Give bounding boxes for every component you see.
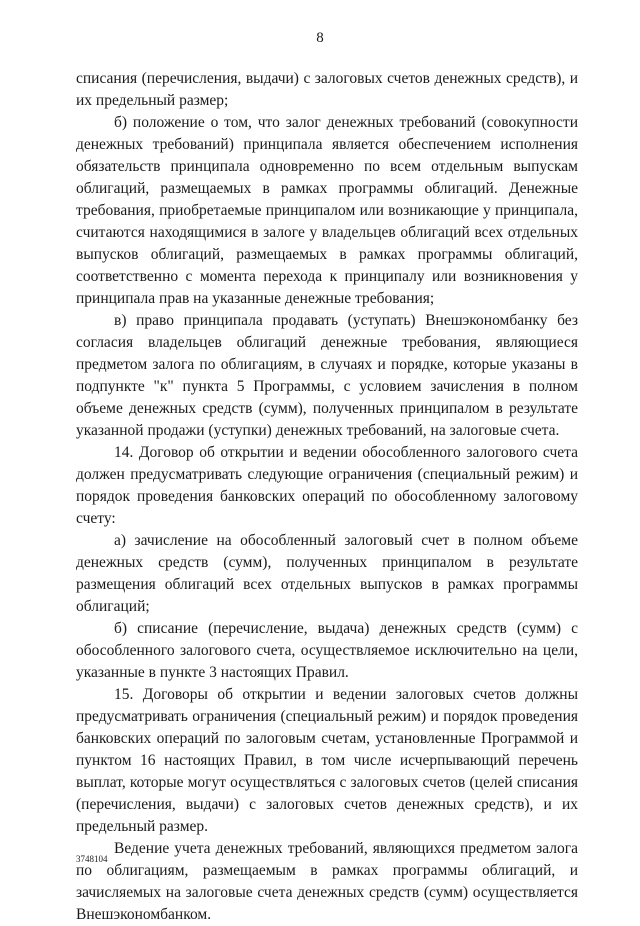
paragraph-clause-15: 15. Договоры об открытии и ведении залоговых счетов должны предусматривать ограничения (специальный режим) и порядок проведения банковских операций по залоговым счетам, установленные Программой и пунктом 16 настоящих Правил, в том числе исчерпывающий перечень выплат, которые могут осуществляться с залоговых счетов (целей списания (перечисления, выдачи) с залоговых счетов денежных средств), и их предельный размер. xyxy=(76,686,578,835)
paragraph-item-a: а) зачисление на обособленный залоговый счет в полном объеме денежных средств (сумм), полученных принципалом в результате размещения облигаций всех отдельных выпусков в рамках программы облигаций; xyxy=(76,532,578,615)
document-body xyxy=(76,68,578,926)
paragraph-accounting: Ведение учета денежных требований, являющихся предметом залога по облигациям, размещаемым в рамках программы облигаций, и зачисляемых на залоговые счета денежных средств (сумм) осуществляется Внешэкономбанком. xyxy=(76,840,578,923)
paragraph-continuation: списания (перечисления, выдачи) с залоговых счетов денежных средств), и их предельный размер; xyxy=(76,70,578,109)
paragraph-item-v: в) право принципала продавать (уступать) Внешэкономбанку без согласия владельцев облигаций денежные требования, являющиеся предметом залога по облигациям, в случаях и порядке, которые указаны в подпункте "к" пункта 5 Программы, с условием зачисления в полном объеме денежных средств (сумм), полученных принципалом в результате указанной продажи (уступки) денежных требований, на залоговые счета. xyxy=(76,312,578,439)
paragraph-item-b: б) положение о том, что залог денежных требований (совокупности денежных требований) принципала является обеспечением исполнения обязательств принципала одновременно по всем отдельным выпускам облигаций, размещаемых в рамках программы облигаций. Денежные требования, приобретаемые принципалом или возникающие у принципала, считаются находящимися в залоге у владельцев облигаций всех отдельных выпусков облигаций, размещаемых в рамках программы облигаций, соответственно с момента перехода к принципалу или возникновения у принципала прав на указанные денежные требования; xyxy=(76,114,578,307)
page-number: 8 xyxy=(316,30,324,46)
paragraph-item-b-2: б) списание (перечисление, выдача) денежных средств (сумм) с обособленного залогового счета, осуществляемое исключительно на цели, указанные в пункте 3 настоящих Правил. xyxy=(76,620,578,681)
footer-document-code: 3748104 xyxy=(76,854,108,864)
paragraph-clause-14: 14. Договор об открытии и ведении обособленного залогового счета должен предусматривать следующие ограничения (специальный режим) и порядок проведения банковских операций по обособленному залоговому счету: xyxy=(76,444,578,527)
